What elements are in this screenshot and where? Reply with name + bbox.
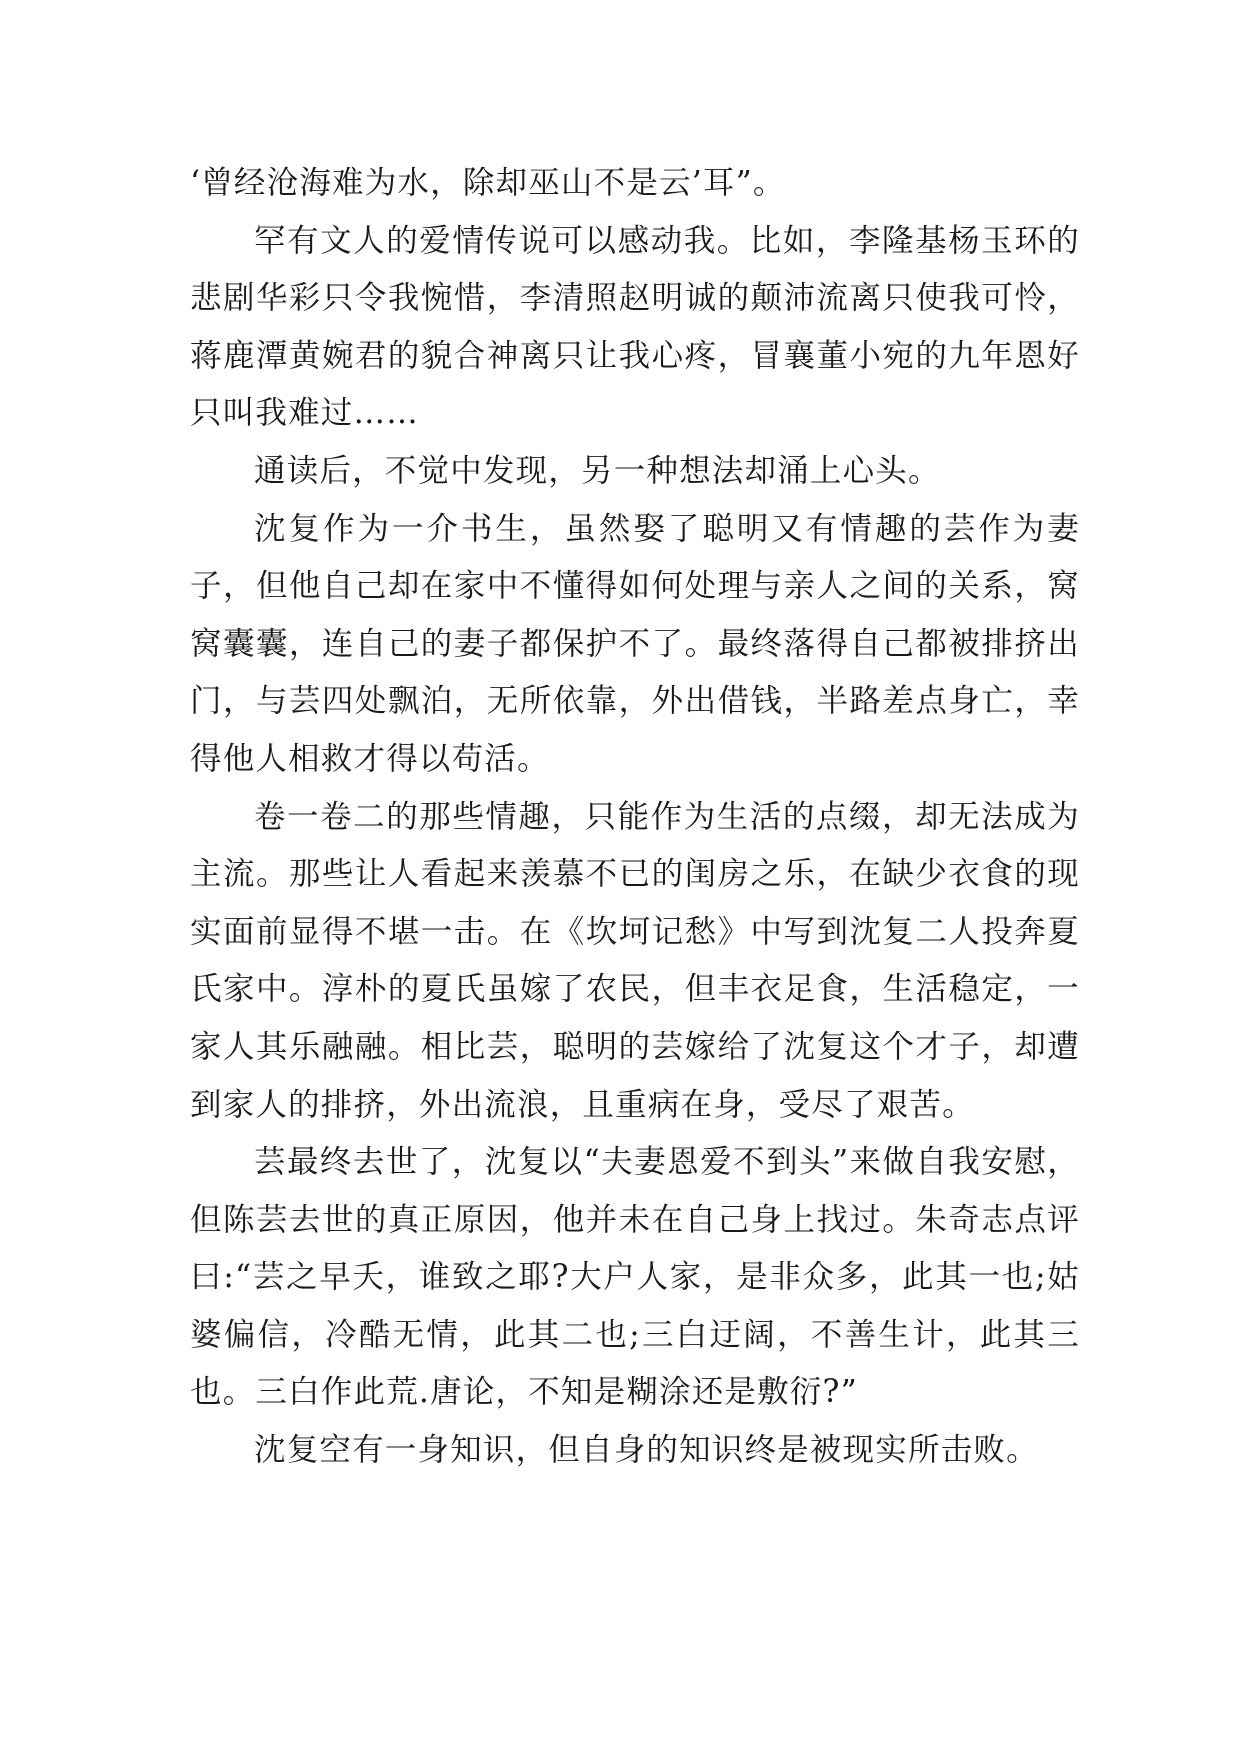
paragraph-3: 通读后，不觉中发现，另一种想法却涌上心头。: [254, 452, 941, 489]
paragraph-1: ‘曾经沧海难为水，除却巫山不是云’耳”。: [190, 165, 786, 201]
paragraph-2: 罕有文人的爱情传说可以感动我。比如，李隆基杨玉环的悲剧华彩只令我惋惜，李清照赵明诚的颠沛流离只使我可怜，蒋鹿潭黄婉君的貌合神离只让我心疼，冒襄董小宛的九年恩好只叫我难过……: [190, 222, 1080, 432]
paragraph-4: 沈复作为一介书生，虽然娶了聪明又有情趣的芸作为妻子，但他自己却在家中不懂得如何处理与亲人之间的关系，窝窝囊囊，连自己的妻子都保护不了。最终落得自己都被排挤出门，与芸四处飘泊，无所依靠，外出借钱，半路差点身亡，幸得他人相救才得以苟活。: [190, 510, 1080, 777]
document-page: [190, 155, 1080, 1480]
paragraph-7: 沈复空有一身知识，但自身的知识终是被现实所击败。: [254, 1432, 1039, 1469]
paragraph-6: 芸最终去世了，沈复以“夫妻恩爱不到头”来做自我安慰，但陈芸去世的真正原因，他并未在自己身上找过。朱奇志点评曰:“芸之早夭，谁致之耶?大户人家，是非众多，此其一也;姑婆偏信，冷酷无情，此其二也;三白迂阔，不善生计，此其三也。三白作此荒.唐论，不知是糊涂还是敷衍?”: [190, 1144, 1080, 1411]
paragraph-5: 卷一卷二的那些情趣，只能作为生活的点缀，却无法成为主流。那些让人看起来羡慕不已的闺房之乐，在缺少衣食的现实面前显得不堪一击。在《坎坷记愁》中写到沈复二人投奔夏氏家中。淳朴的夏氏虽嫁了农民，但丰衣足食，生活稳定，一家人其乐融融。相比芸，聪明的芸嫁给了沈复这个才子，却遭到家人的排挤，外出流浪，且重病在身，受尽了艰苦。: [190, 798, 1080, 1123]
